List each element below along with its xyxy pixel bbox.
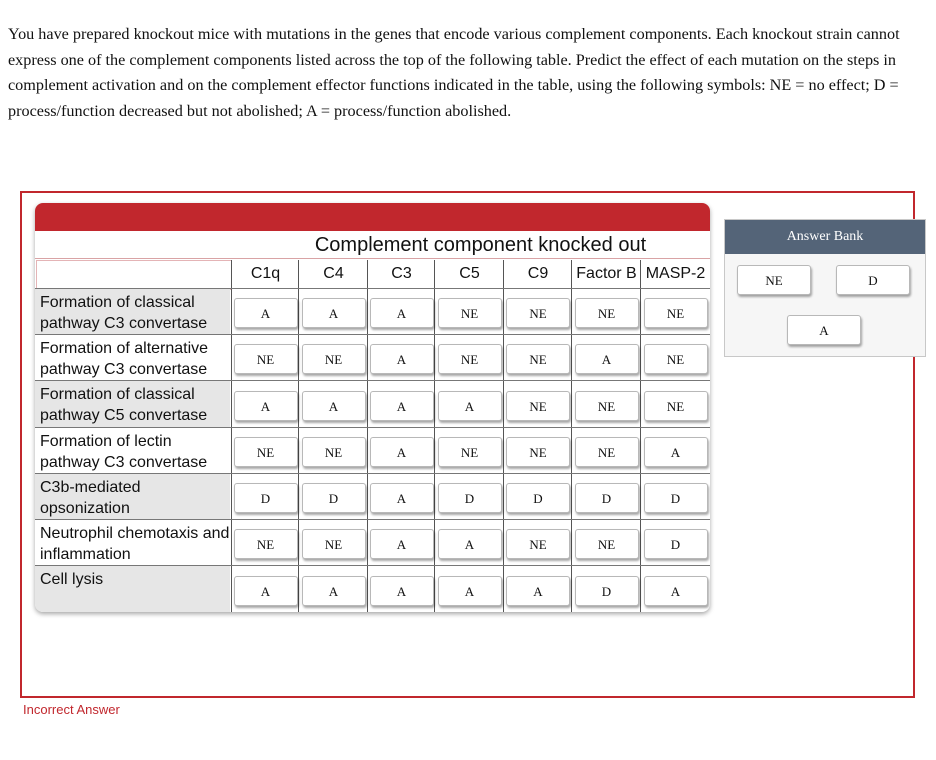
answer-drop-cell[interactable]: A <box>370 576 434 606</box>
answer-drop-cell[interactable]: NE <box>644 298 708 328</box>
row-divider <box>35 565 710 566</box>
row-label: Formation of alternative pathway C3 convertase <box>40 340 209 378</box>
answer-drop-cell[interactable]: D <box>302 483 366 513</box>
answer-drop-cell[interactable]: NE <box>506 391 570 421</box>
table-header-bar <box>35 203 710 231</box>
answer-drop-cell[interactable]: A <box>234 298 298 328</box>
row-label: Cell lysis <box>35 565 230 612</box>
knockout-table <box>35 203 710 612</box>
column-divider <box>503 260 504 612</box>
answer-drop-cell[interactable]: NE <box>575 529 639 559</box>
answer-drop-cell[interactable]: NE <box>302 437 366 467</box>
column-header-c4: C4 <box>323 265 344 282</box>
answer-drop-cell[interactable]: NE <box>506 437 570 467</box>
column-divider <box>640 260 641 612</box>
bank-chip-ne[interactable]: NE <box>737 265 811 295</box>
answer-drop-cell[interactable]: A <box>438 529 502 559</box>
column-header-factor-b: Factor B <box>576 265 637 282</box>
answer-drop-cell[interactable]: A <box>370 391 434 421</box>
answer-drop-cell[interactable]: A <box>370 298 434 328</box>
answer-drop-cell[interactable]: NE <box>438 344 502 374</box>
row-label: Formation of classical pathway C5 convertase <box>35 380 230 427</box>
answer-bank <box>724 219 926 357</box>
question-text: You have prepared knockout mice with mutations in the genes that encode various complement components. Each knockout strain cannot express one of the complement components listed across the top of the following table. Predict the effect of each mutation on the steps in complement activation and on the complement effector functions indicated in the table, using the following symbols: NE = no effect; D = process/function decreased but not abolished; A = process/function abolished. <box>8 25 900 120</box>
answer-drop-cell[interactable]: A <box>370 437 434 467</box>
column-divider <box>298 260 299 612</box>
answer-drop-cell[interactable]: A <box>644 576 708 606</box>
answer-drop-cell[interactable]: A <box>370 483 434 513</box>
row-label: Neutrophil chemotaxis and inflammation <box>40 525 230 563</box>
answer-drop-cell[interactable]: A <box>302 391 366 421</box>
header-blank-cell <box>36 260 232 290</box>
answer-drop-cell[interactable]: NE <box>506 344 570 374</box>
answer-drop-cell[interactable]: D <box>506 483 570 513</box>
answer-drop-cell[interactable]: NE <box>302 529 366 559</box>
bank-chip-d[interactable]: D <box>836 265 910 295</box>
answer-drop-cell[interactable]: D <box>575 576 639 606</box>
answer-drop-cell[interactable]: NE <box>644 391 708 421</box>
row-label: Formation of classical pathway C3 convertase <box>35 288 230 334</box>
column-header-c3: C3 <box>391 265 412 282</box>
answer-drop-cell[interactable]: D <box>575 483 639 513</box>
answer-drop-cell[interactable]: NE <box>234 529 298 559</box>
table-title: Complement component knocked out <box>35 232 710 259</box>
row-divider <box>35 427 710 428</box>
answer-drop-cell[interactable]: D <box>438 483 502 513</box>
column-header-c5: C5 <box>459 265 480 282</box>
answer-drop-cell[interactable]: NE <box>575 391 639 421</box>
answer-drop-cell[interactable]: A <box>302 298 366 328</box>
column-header-c1q: C1q <box>250 265 281 282</box>
answer-drop-cell[interactable]: NE <box>438 298 502 328</box>
answer-drop-cell[interactable]: A <box>234 391 298 421</box>
answer-drop-cell[interactable]: A <box>370 344 434 374</box>
answer-drop-cell[interactable]: A <box>438 391 502 421</box>
answer-drop-cell[interactable]: NE <box>575 298 639 328</box>
answer-drop-cell[interactable]: D <box>644 529 708 559</box>
answer-drop-cell[interactable]: D <box>644 483 708 513</box>
row-divider <box>35 288 710 289</box>
answer-drop-cell[interactable]: A <box>438 576 502 606</box>
answer-drop-cell[interactable]: NE <box>234 344 298 374</box>
row-divider <box>35 473 710 474</box>
answer-drop-cell[interactable]: NE <box>506 298 570 328</box>
answer-drop-cell[interactable]: D <box>234 483 298 513</box>
column-header-masp-2: MASP-2 <box>645 265 706 282</box>
answer-bank-title: Answer Bank <box>725 220 925 254</box>
answer-drop-cell[interactable]: A <box>234 576 298 606</box>
answer-drop-cell[interactable]: NE <box>438 437 502 467</box>
answer-drop-cell[interactable]: NE <box>234 437 298 467</box>
column-divider <box>231 260 232 612</box>
answer-drop-cell[interactable]: A <box>644 437 708 467</box>
column-divider <box>367 260 368 612</box>
answer-drop-cell[interactable]: NE <box>575 437 639 467</box>
answer-drop-cell[interactable]: NE <box>506 529 570 559</box>
answer-drop-cell[interactable]: A <box>506 576 570 606</box>
column-divider <box>571 260 572 612</box>
status-message: Incorrect Answer <box>23 702 120 717</box>
answer-drop-cell[interactable]: A <box>302 576 366 606</box>
bank-chip-a[interactable]: A <box>787 315 861 345</box>
row-label: Formation of lectin pathway C3 convertase <box>40 433 208 471</box>
answer-drop-cell[interactable]: NE <box>644 344 708 374</box>
answer-drop-cell[interactable]: A <box>370 529 434 559</box>
row-divider <box>35 334 710 335</box>
row-divider <box>35 519 710 520</box>
row-label: C3b-mediated opsonization <box>35 473 230 519</box>
answer-drop-cell[interactable]: NE <box>302 344 366 374</box>
column-divider <box>434 260 435 612</box>
row-divider <box>35 380 710 381</box>
column-header-c9: C9 <box>527 265 549 282</box>
answer-drop-cell[interactable]: A <box>575 344 639 374</box>
